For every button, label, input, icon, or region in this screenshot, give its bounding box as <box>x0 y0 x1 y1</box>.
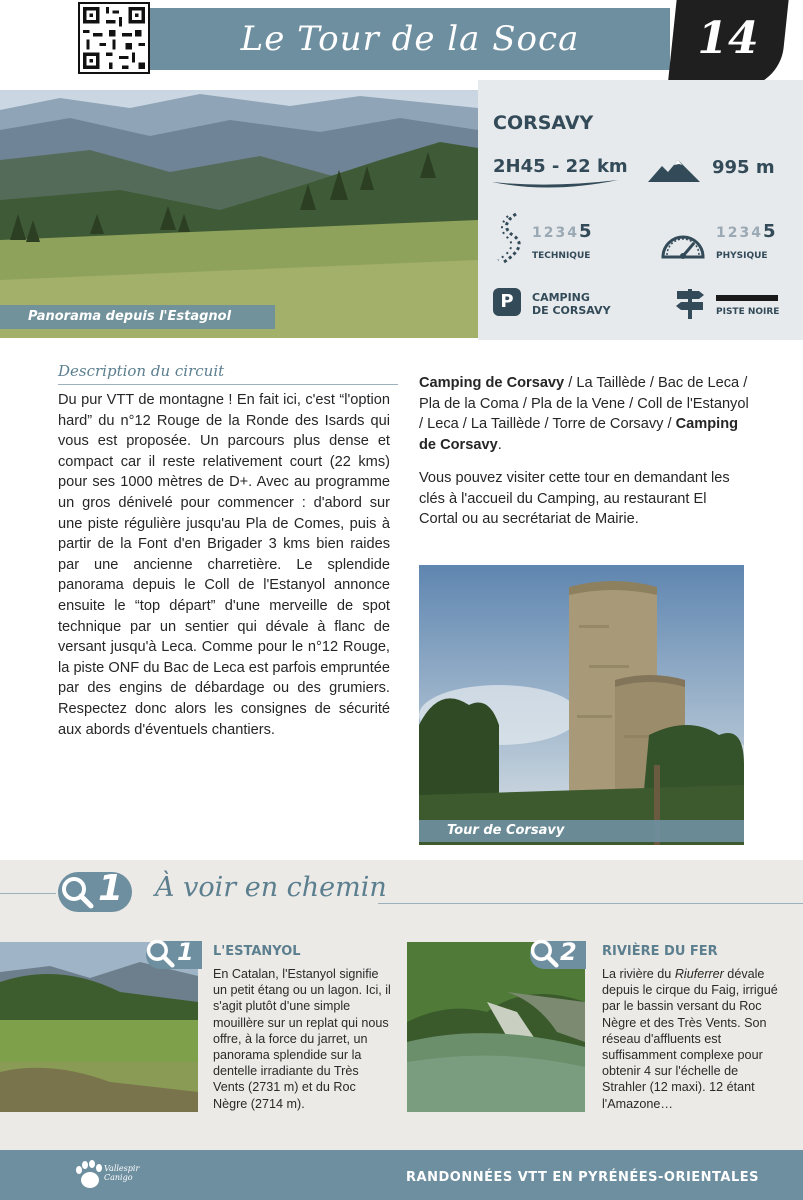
hero-panorama-photo <box>0 90 478 338</box>
parking-location: CAMPING DE CORSAVY <box>532 291 611 317</box>
speedometer-physique-icon <box>660 229 706 259</box>
tower-caption: Tour de Corsavy <box>419 820 744 842</box>
magnifier-icon <box>60 875 94 909</box>
signpost-icon <box>673 285 707 319</box>
poi-number: 1 <box>177 938 194 966</box>
parking-icon: P <box>493 288 521 316</box>
section-badge-number: 1 <box>98 868 124 909</box>
physique-label: PHYSIQUE <box>716 251 768 261</box>
footer-logo-text: Vallespir Canigo <box>104 1164 140 1182</box>
piste-difficulty-label: PISTE NOIRE <box>716 307 780 317</box>
town-name: CORSAVY <box>493 112 594 134</box>
route-number: 14 <box>697 13 759 64</box>
difficulty-color-bar <box>716 295 778 301</box>
elevation-gain: 995 m <box>712 157 775 178</box>
qr-code-icon <box>80 4 148 72</box>
description-divider <box>58 384 398 385</box>
mountain-elevation-icon <box>648 158 700 184</box>
magnifier-icon <box>529 938 559 968</box>
poi-title: L'ESTANYOL <box>213 944 301 959</box>
tower-photo <box>419 565 744 845</box>
qr-code[interactable] <box>78 2 150 74</box>
section-divider-left <box>0 893 56 894</box>
poi-title: RIVIÈRE DU FER <box>602 944 718 959</box>
technique-label: TECHNIQUE <box>532 251 591 261</box>
duration-distance: 2H45 - 22 km <box>493 156 628 177</box>
poi-description: En Catalan, l'Estanyol signifie un petit étang ou un lagon. Ici, il s'agit plutôt d'une simple mouillère sur un replat qui nous offre, à la force du jarret, un panorama splendide sur la dentelle irradiante du Très Vents (2731 m) et du Roc Nègre (2714 m). <box>213 967 391 1111</box>
technique-scale: 12345 <box>532 221 594 242</box>
magnifier-icon <box>145 938 175 968</box>
description-heading: Description du circuit <box>58 362 225 380</box>
poi-description: La rivière du Riuferrer dévale depuis le cirque du Faig, irrigué par le bassin versant du Roc Nègre et des Très Vents. Son réseau d'affluents est suffisamment complexe pour obtenir 4 sur l'échelle de Strahler (12 maxi). 12 étant l'Amazone… <box>602 967 778 1111</box>
hero-caption: Panorama depuis l'Estagnol <box>0 305 275 329</box>
paw-logo-icon <box>72 1156 108 1192</box>
section-title: À voir en chemin <box>155 872 387 903</box>
route-steps: Camping de Corsavy / La Taillède / Bac de Leca / Pla de la Coma / Pla de la Vene / Coll de l'Estanyol / Leca / La Taillède / Torre de Corsavy / Camping de Corsavy. <box>419 375 749 453</box>
qr-label: PDF ET GPX <box>85 77 145 87</box>
page-title: Le Tour de la Soca <box>240 19 580 59</box>
trail-technique-icon <box>494 212 526 264</box>
section-divider-right <box>378 903 803 904</box>
description-body: Du pur VTT de montagne ! En fait ici, c'est “l'option hard” du n°12 Rouge de la Ronde des Isards qui vous est proposée. Un parcours plus dense et compact car il reste relativement court (22 kms) pour ses 1000 mètres de D+. Avec au programme un gros dénivelé pour commencer : d'abord sur une piste régulière jusqu'au Pla de Comes, puis à partir de la Font d'en Brigader 3 kms bien raides par une ancienne charretière. Le splendide panorama depuis le Coll de l'Estanyol annonce ensuite le “top départ” d'une merveille de spot technique par un sentier qui dévale à flanc de versant jusqu'à Leca. Comme pour le n°12 Rouge, la piste ONF du Bac de Leca est parfois empruntée par des engins de débardage ou des grumiers. Respectez donc alors les consignes de sécurité aux abords d'éventuels chantiers. <box>58 392 390 738</box>
physique-scale: 12345 <box>716 221 778 242</box>
visit-info: Vous pouvez visiter cette tour en demandant les clés à l'accueil du Camping, au restaurant El Cortal ou au secrétariat de Mairie. <box>419 470 730 528</box>
poi-number: 2 <box>560 938 577 966</box>
swoosh-icon <box>490 176 620 192</box>
footer-series-title: RANDONNÉES VTT EN PYRÉNÉES-ORIENTALES <box>406 1170 759 1185</box>
